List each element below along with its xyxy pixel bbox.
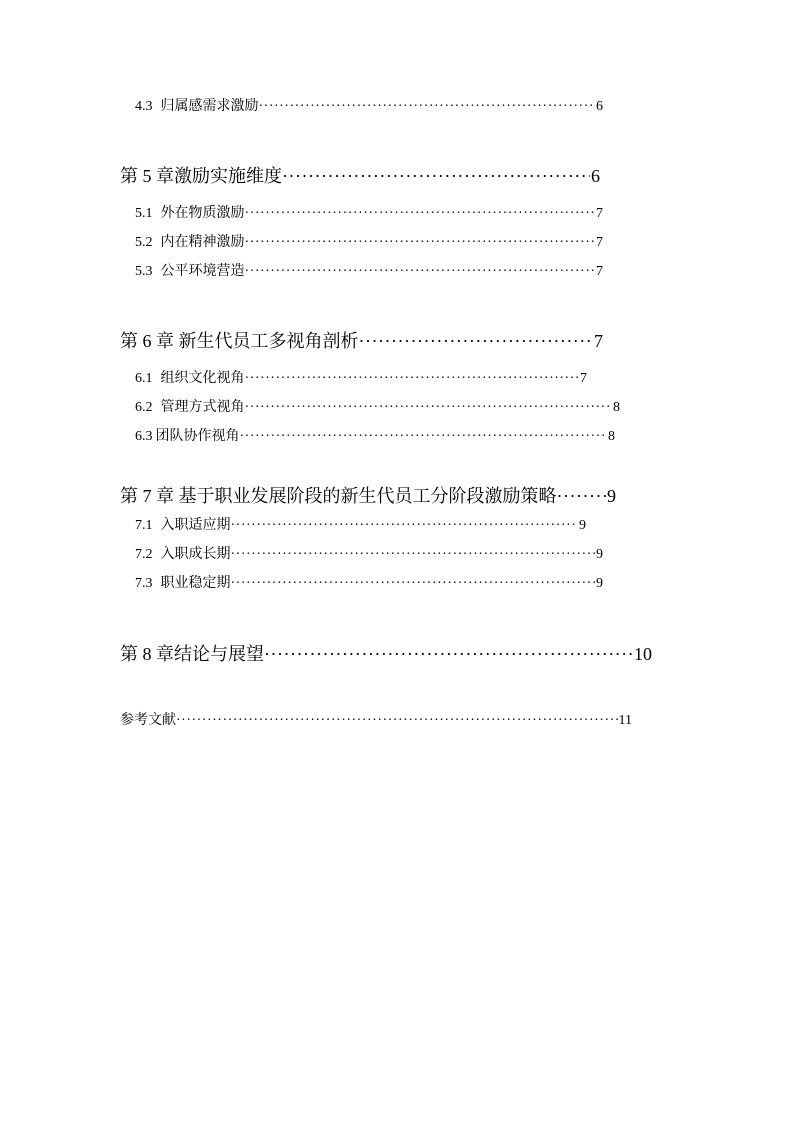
toc-leader-dots bbox=[359, 331, 594, 352]
toc-leader-dots bbox=[259, 99, 596, 115]
toc-entry-title: 第 7 章 基于职业发展阶段的新生代员工分阶段激励策略 bbox=[120, 486, 557, 506]
toc-entry-title: 参考文献 bbox=[120, 713, 176, 728]
toc-entry-chapter-13[interactable] bbox=[120, 640, 652, 664]
toc-entry-title: 归属感需求激励 bbox=[160, 99, 259, 114]
toc-entry-title: 团队协作视角 bbox=[155, 429, 240, 444]
toc-entry-title: 第 8 章结论与展望 bbox=[120, 644, 264, 664]
toc-entry-7-2[interactable] bbox=[135, 543, 603, 563]
toc-entry-page: 9 bbox=[596, 576, 603, 591]
toc-entry-chapter-5[interactable] bbox=[120, 327, 603, 351]
toc-leader-dots bbox=[245, 206, 596, 222]
toc-entry-title: 第 6 章 新生代员工多视角剖析 bbox=[120, 331, 359, 351]
toc-entry-page: 7 bbox=[596, 206, 603, 221]
toc-leader-dots bbox=[176, 713, 618, 729]
toc-leader-dots bbox=[282, 166, 590, 187]
toc-leader-dots bbox=[231, 518, 579, 534]
toc-leader-dots bbox=[231, 547, 596, 563]
toc-entry-7-3[interactable] bbox=[135, 572, 603, 592]
toc-entry-title: 公平环境营造 bbox=[160, 264, 245, 279]
toc-entry-title: 第 5 章激励实施维度 bbox=[120, 166, 282, 186]
toc-entry-number: 6.1 bbox=[135, 371, 153, 386]
toc-entry-page: 7 bbox=[596, 235, 603, 250]
toc-entry-page: 7 bbox=[594, 331, 603, 351]
toc-entry-title: 入职成长期 bbox=[160, 547, 231, 562]
toc-leader-dots bbox=[264, 644, 633, 665]
toc-entry-number: 5.1 bbox=[135, 206, 153, 221]
toc-entry-4-3[interactable] bbox=[135, 95, 603, 115]
toc-entry-page: 7 bbox=[596, 264, 603, 279]
toc-leader-dots bbox=[245, 264, 596, 280]
toc-entry-page: 6 bbox=[596, 99, 603, 114]
toc-entry-number: 5.2 bbox=[135, 235, 153, 250]
toc-entry-title: 组织文化视角 bbox=[160, 371, 245, 386]
toc-entry-5-1[interactable] bbox=[135, 202, 603, 222]
toc-entry-5-2[interactable] bbox=[135, 231, 603, 251]
toc-entry-title: 职业稳定期 bbox=[160, 576, 231, 591]
toc-leader-dots bbox=[245, 235, 596, 251]
toc-entry-number: 7.1 bbox=[135, 518, 153, 533]
toc-entry-page: 9 bbox=[596, 547, 603, 562]
toc-entry-title: 内在精神激励 bbox=[160, 235, 245, 250]
toc-entry-page: 6 bbox=[591, 166, 600, 186]
toc-entry-number: 6.3 bbox=[135, 429, 153, 444]
toc-entry-title: 外在物质激励 bbox=[160, 206, 245, 221]
toc-leader-dots bbox=[245, 400, 613, 416]
toc-entry-reference-14[interactable] bbox=[120, 709, 632, 729]
toc-leader-dots bbox=[557, 486, 607, 507]
toc-entry-page: 8 bbox=[608, 429, 615, 444]
toc-entry-page: 10 bbox=[634, 644, 652, 664]
toc-leader-dots bbox=[245, 371, 580, 387]
toc-leader-dots bbox=[240, 429, 608, 445]
toc-entry-page: 7 bbox=[580, 371, 587, 386]
toc-entry-number: 5.3 bbox=[135, 264, 153, 279]
toc-entry-page: 9 bbox=[607, 486, 616, 506]
toc-entry-number: 7.2 bbox=[135, 547, 153, 562]
toc-entry-page: 8 bbox=[613, 400, 620, 415]
toc-entry-6-2[interactable] bbox=[135, 396, 620, 416]
toc-entry-6-3[interactable] bbox=[135, 425, 615, 445]
toc-entry-page: 9 bbox=[579, 518, 586, 533]
toc-entry-chapter-9[interactable] bbox=[120, 482, 616, 506]
toc-entry-number: 6.2 bbox=[135, 400, 153, 415]
toc-entry-6-1[interactable] bbox=[135, 367, 587, 387]
toc-entry-title: 入职适应期 bbox=[160, 518, 231, 533]
toc-entry-chapter-1[interactable] bbox=[120, 162, 600, 186]
toc-entry-7-1[interactable] bbox=[135, 514, 586, 534]
toc-entry-number: 4.3 bbox=[135, 99, 153, 114]
toc-leader-dots bbox=[231, 576, 596, 592]
toc-entry-title: 管理方式视角 bbox=[160, 400, 245, 415]
toc-entry-number: 7.3 bbox=[135, 576, 153, 591]
toc-entry-page: 11 bbox=[618, 713, 632, 728]
toc-entry-5-3[interactable] bbox=[135, 260, 603, 280]
